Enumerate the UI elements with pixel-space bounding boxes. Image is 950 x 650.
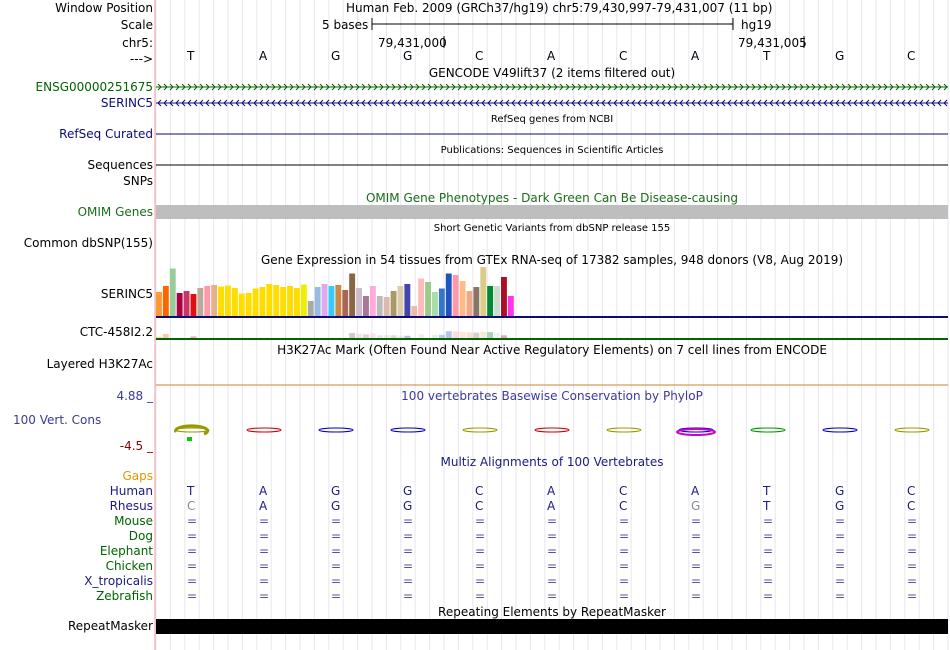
gtex-bar-ctc xyxy=(398,336,404,338)
alignment-base: = xyxy=(259,589,270,603)
gtex-bar xyxy=(315,287,321,316)
alignment-base: = xyxy=(547,589,558,603)
omim-bar xyxy=(156,205,948,219)
gtex-bar xyxy=(349,274,355,317)
alignment-base: = xyxy=(187,589,198,603)
alignment-base: = xyxy=(763,559,774,573)
coord-tick-1: 79,431,000 xyxy=(378,36,447,50)
scale-label: Scale xyxy=(120,18,153,32)
gtex-bar-ctc xyxy=(453,332,459,338)
alignment-base: = xyxy=(403,574,414,588)
alignment-base: T xyxy=(763,499,771,513)
alignment-base: = xyxy=(907,544,918,558)
gtex-gene-serinc5[interactable]: SERINC5 xyxy=(100,287,153,301)
alignment-base: = xyxy=(835,589,846,603)
species-label[interactable]: Human xyxy=(109,484,153,498)
repeatmasker-bar xyxy=(156,619,948,634)
base-letter: G xyxy=(403,49,413,63)
gtex-bar xyxy=(418,279,424,317)
alignment-base: G xyxy=(691,499,701,513)
gtex-bar xyxy=(211,285,217,316)
alignment-base: = xyxy=(475,514,486,528)
gtex-bar xyxy=(273,285,279,316)
alignment-base: = xyxy=(619,514,630,528)
gtex-track-title[interactable]: Gene Expression in 54 tissues from GTEx RNA-seq of 17382 samples, 948 donors (V8, Aug 2019) xyxy=(260,253,844,267)
alignment-base: = xyxy=(691,544,702,558)
base-letter: C xyxy=(475,49,484,63)
alignment-base: = xyxy=(763,514,774,528)
phylop-glyph-mark xyxy=(187,437,192,441)
alignment-base: = xyxy=(907,574,918,588)
gtex-bar-ctc xyxy=(356,334,362,338)
base-letter: C xyxy=(619,49,628,63)
alignment-base: A xyxy=(259,484,268,498)
h3k27ac-track-title[interactable]: H3K27Ac Mark (Often Found Near Active Regulatory Elements) on 7 cell lines from ENCODE xyxy=(277,343,827,357)
gtex-bar xyxy=(467,291,473,316)
gtex-bar xyxy=(391,291,397,316)
alignment-base: = xyxy=(619,529,630,543)
gtex-bar xyxy=(239,294,245,317)
phylop-max-label: 4.88 _ xyxy=(116,389,153,403)
gtex-bar xyxy=(480,267,486,316)
gtex-bar xyxy=(218,287,224,317)
alignment-base: = xyxy=(331,514,342,528)
gtex-bar xyxy=(446,274,452,317)
alignment-base: = xyxy=(691,514,702,528)
gtex-bar xyxy=(432,292,438,316)
gtex-bar xyxy=(425,282,431,316)
base-letter: G xyxy=(331,49,341,63)
coord-tick-2: 79,431,005 xyxy=(738,36,807,50)
gtex-bar-ctc xyxy=(494,333,500,338)
gtex-bar-ctc xyxy=(467,332,473,338)
alignment-base: = xyxy=(763,574,774,588)
gtex-bar-ctc xyxy=(446,331,452,338)
gtex-bar xyxy=(163,286,169,316)
strand-label: ---> xyxy=(129,52,153,66)
gtex-bar-ctc xyxy=(370,333,376,338)
gtex-bar-ctc xyxy=(391,335,397,338)
phylop-min-label: -4.5 _ xyxy=(119,439,153,453)
gtex-bar xyxy=(177,293,183,316)
gtex-bar xyxy=(370,286,376,316)
alignment-base: = xyxy=(331,589,342,603)
omim-label[interactable]: OMIM Genes xyxy=(77,205,153,219)
alignment-base: C xyxy=(907,484,916,498)
phylop-glyph xyxy=(319,428,353,432)
alignment-base: = xyxy=(619,544,630,558)
alignment-base: = xyxy=(835,544,846,558)
species-label[interactable]: Rhesus xyxy=(109,499,153,513)
alignment-base: = xyxy=(835,514,846,528)
alignment-base: = xyxy=(835,559,846,573)
alignment-base: = xyxy=(187,514,198,528)
phylop-track-title[interactable]: 100 vertebrates Basewise Conservation by PhyloP xyxy=(401,389,703,403)
alignment-base: = xyxy=(475,529,486,543)
alignment-base: C xyxy=(619,484,628,498)
gtex-bar-ctc xyxy=(384,335,390,338)
alignment-base: = xyxy=(403,544,414,558)
gtex-bar-ctc xyxy=(473,333,479,338)
gtex-bar xyxy=(460,281,466,316)
alignment-base: G xyxy=(403,484,413,498)
alignment-base: = xyxy=(475,544,486,558)
alignment-base: = xyxy=(907,514,918,528)
alignment-base: = xyxy=(907,589,918,603)
gtex-bar xyxy=(225,286,231,317)
alignment-base: = xyxy=(331,529,342,543)
gtex-bar xyxy=(308,301,314,316)
chrom-label: chr5: xyxy=(122,36,153,50)
phylop-glyph xyxy=(535,428,569,432)
gaps-label[interactable]: Gaps xyxy=(122,469,153,483)
gtex-bar xyxy=(294,288,300,316)
gtex-bar xyxy=(170,269,176,317)
alignment-base: = xyxy=(259,559,270,573)
alignment-base: = xyxy=(259,544,270,558)
gtex-bar xyxy=(494,286,500,316)
alignment-base: C xyxy=(475,499,484,513)
base-letter: A xyxy=(691,49,700,63)
snps-label[interactable]: SNPs xyxy=(123,174,153,188)
species-label[interactable]: Dog xyxy=(128,529,153,543)
gtex-bar xyxy=(411,306,417,316)
alignment-base: = xyxy=(187,574,198,588)
alignment-base: G xyxy=(835,499,845,513)
gtex-bar xyxy=(266,284,272,316)
gtex-bar xyxy=(398,286,404,316)
multiz-track-title[interactable]: Multiz Alignments of 100 Vertebrates xyxy=(440,455,664,469)
gtex-bar xyxy=(184,291,190,316)
scale-assembly: hg19 xyxy=(741,18,772,32)
window-position-label: Window Position xyxy=(55,1,153,15)
alignment-base: = xyxy=(331,574,342,588)
gencode-item-ensg[interactable]: ENSG00000251675 xyxy=(35,80,153,94)
alignment-base: = xyxy=(403,559,414,573)
alignment-base: = xyxy=(691,574,702,588)
species-label[interactable]: Elephant xyxy=(99,544,153,558)
species-label[interactable]: Mouse xyxy=(114,514,153,528)
phylop-glyph xyxy=(823,428,857,432)
gtex-bar xyxy=(232,288,238,316)
gencode-track-title[interactable]: GENCODE V49lift37 (2 items filtered out) xyxy=(428,66,676,80)
phylop-glyph xyxy=(607,428,641,432)
sequences-track-title[interactable]: Publications: Sequences in Scientific Articles xyxy=(440,145,664,156)
alignment-base: A xyxy=(547,499,556,513)
gencode-item-serinc5[interactable]: SERINC5 xyxy=(100,96,153,110)
alignment-base: = xyxy=(763,544,774,558)
gtex-bar-ctc xyxy=(349,333,355,338)
gtex-bar xyxy=(322,284,328,316)
species-label[interactable]: Zebrafish xyxy=(96,589,153,603)
base-letter: T xyxy=(187,49,195,63)
base-letter: G xyxy=(835,49,845,63)
alignment-base: G xyxy=(835,484,845,498)
alignment-base: = xyxy=(475,559,486,573)
alignment-base: = xyxy=(907,559,918,573)
dbsnp-track-title[interactable]: Short Genetic Variants from dbSNP release 155 xyxy=(433,223,671,234)
alignment-base: = xyxy=(259,514,270,528)
gtex-bar xyxy=(287,286,293,316)
alignment-base: = xyxy=(403,589,414,603)
phylop-glyph xyxy=(463,428,497,432)
gtex-bar xyxy=(377,296,383,316)
alignment-base: = xyxy=(691,589,702,603)
species-label[interactable]: X_tropicalis xyxy=(84,574,153,588)
gtex-bar xyxy=(197,288,203,316)
alignment-base: = xyxy=(547,529,558,543)
gtex-bar-ctc xyxy=(191,336,197,338)
alignment-base: = xyxy=(259,529,270,543)
phylop-glyph xyxy=(247,428,281,432)
phylop-glyph xyxy=(751,428,785,432)
phylop-glyph xyxy=(391,428,425,432)
base-letter: C xyxy=(907,49,916,63)
alignment-base: = xyxy=(475,589,486,603)
refseq-label[interactable]: RefSeq Curated xyxy=(59,127,153,141)
alignment-base: = xyxy=(835,574,846,588)
alignment-base: = xyxy=(763,589,774,603)
gtex-bar-ctc xyxy=(460,332,466,338)
gtex-bar-ctc xyxy=(501,335,507,338)
phylop-glyph xyxy=(895,428,929,432)
gtex-bar xyxy=(404,284,410,316)
alignment-base: = xyxy=(547,574,558,588)
gtex-bar xyxy=(156,292,162,316)
base-letter: A xyxy=(547,49,556,63)
gtex-bar xyxy=(260,287,266,316)
gtex-bar xyxy=(191,294,197,316)
gtex-bar xyxy=(439,289,445,317)
gtex-gene-ctc[interactable]: CTC-458I2.2 xyxy=(79,325,153,339)
repeat-track-title[interactable]: Repeating Elements by RepeatMasker xyxy=(438,605,666,619)
alignment-base: A xyxy=(547,484,556,498)
base-letter: A xyxy=(259,49,268,63)
gtex-bar-ctc xyxy=(432,335,438,338)
alignment-base: T xyxy=(763,484,771,498)
alignment-base: = xyxy=(547,559,558,573)
alignment-base: G xyxy=(331,499,341,513)
gtex-bar xyxy=(363,296,369,316)
alignment-base: = xyxy=(619,559,630,573)
alignment-base: T xyxy=(187,484,195,498)
alignment-base: = xyxy=(907,529,918,543)
gtex-bar xyxy=(508,296,514,316)
sequences-label[interactable]: Sequences xyxy=(87,158,153,172)
gtex-bar-ctc xyxy=(163,334,169,338)
gtex-bar xyxy=(501,277,507,316)
alignment-base: = xyxy=(403,514,414,528)
alignment-base: = xyxy=(403,529,414,543)
alignment-base: A xyxy=(691,484,700,498)
gtex-bar xyxy=(204,286,210,316)
alignment-base: A xyxy=(259,499,268,513)
gtex-bar xyxy=(246,293,252,316)
phylop-label[interactable]: 100 Vert. Cons xyxy=(13,413,102,427)
alignment-base: = xyxy=(475,574,486,588)
window-position-value: Human Feb. 2009 (GRCh37/hg19) chr5:79,430,997-79,431,007 (11 bp) xyxy=(346,1,773,15)
gtex-bar xyxy=(473,287,479,316)
gtex-bar-ctc xyxy=(439,335,445,338)
alignment-base: = xyxy=(187,559,198,573)
alignment-base: = xyxy=(835,529,846,543)
alignment-base: = xyxy=(619,589,630,603)
alignment-base: = xyxy=(187,529,198,543)
alignment-base: = xyxy=(619,574,630,588)
alignment-base: = xyxy=(187,544,198,558)
gtex-bar-ctc xyxy=(377,335,383,338)
alignment-base: G xyxy=(403,499,413,513)
refseq-track-title[interactable]: RefSeq genes from NCBI xyxy=(490,114,614,125)
base-letter: T xyxy=(763,49,771,63)
h3k27ac-label[interactable]: Layered H3K27Ac xyxy=(46,357,153,371)
omim-track-title[interactable]: OMIM Gene Phenotypes - Dark Green Can Be Disease-causing xyxy=(365,191,739,205)
repeatmasker-label[interactable]: RepeatMasker xyxy=(67,619,153,633)
alignment-base: G xyxy=(331,484,341,498)
alignment-base: C xyxy=(907,499,916,513)
alignment-base: = xyxy=(691,529,702,543)
alignment-base: C xyxy=(619,499,628,513)
gtex-bar xyxy=(280,287,286,316)
gtex-bar xyxy=(342,290,348,316)
dbsnp-label[interactable]: Common dbSNP(155) xyxy=(23,236,153,250)
gtex-bar-ctc xyxy=(418,334,424,338)
gtex-bar-ctc xyxy=(404,336,410,338)
gtex-bar xyxy=(253,289,259,317)
alignment-base: = xyxy=(547,514,558,528)
alignment-base: = xyxy=(331,544,342,558)
alignment-base: = xyxy=(763,529,774,543)
gtex-bar-ctc xyxy=(156,337,162,338)
phylop-glyph-main xyxy=(176,426,208,434)
gtex-bar xyxy=(335,285,341,316)
gtex-bar-ctc xyxy=(363,334,369,338)
alignment-base: C xyxy=(475,484,484,498)
gtex-bar xyxy=(301,285,307,317)
scale-length: 5 bases xyxy=(322,18,369,32)
species-label[interactable]: Chicken xyxy=(105,559,153,573)
alignment-base: = xyxy=(691,559,702,573)
gtex-bar xyxy=(329,286,335,316)
gtex-bar-ctc xyxy=(487,332,493,338)
gtex-bar xyxy=(384,297,390,316)
alignment-base: = xyxy=(547,544,558,558)
gtex-bar-ctc xyxy=(480,332,486,338)
alignment-base: = xyxy=(259,574,270,588)
alignment-base: C xyxy=(187,499,196,513)
alignment-base: = xyxy=(331,559,342,573)
gtex-bar xyxy=(487,286,493,316)
gtex-bar xyxy=(356,288,362,316)
gtex-bar xyxy=(453,275,459,316)
